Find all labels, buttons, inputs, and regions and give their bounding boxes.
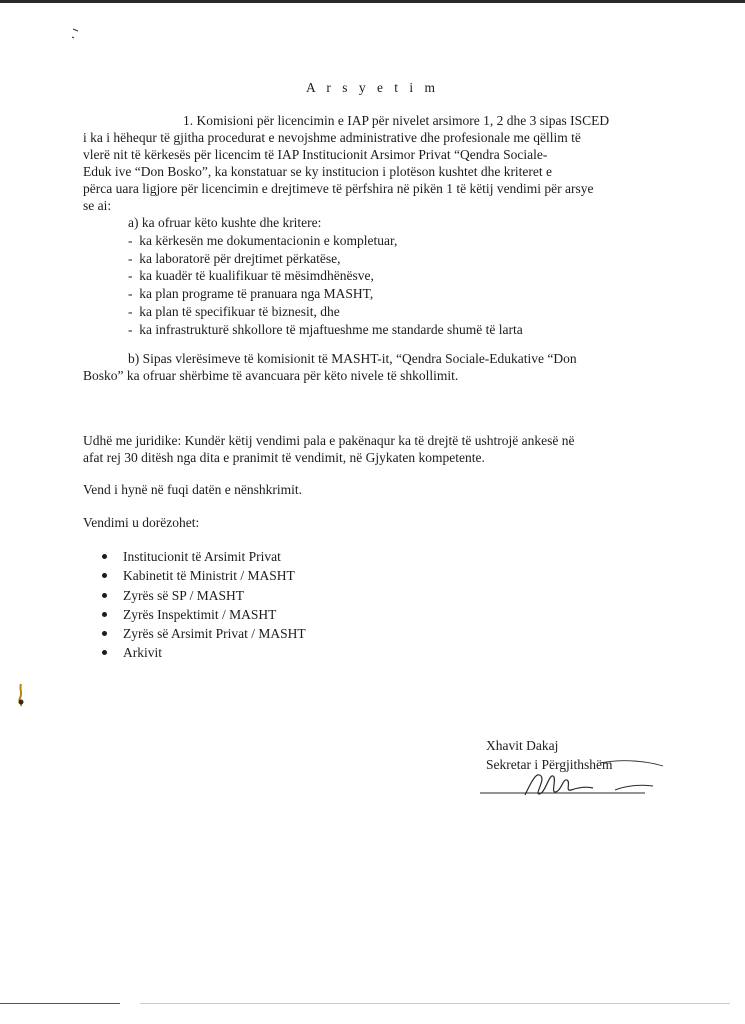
recipient-label: Institucionit të Arsimit Privat (123, 549, 281, 564)
criteria-list (128, 232, 523, 339)
signatory-role: Sekretar i Përgjithshëm (486, 757, 613, 772)
signatory-name: Xhavit Dakaj (486, 738, 559, 753)
legal-instruction (83, 432, 643, 466)
paragraph-1-line: i ka i hëhequr të gjitha procedurat e nevojshme administrative dhe profesionale me qëllim të (83, 130, 581, 145)
recipient-label: Zyrës Inspektimit / MASHT (123, 606, 277, 622)
recipient-label: Arkivit (123, 645, 162, 661)
paragraph-b-line: b) Sipas vlerësimeve të komisionit të MASHT-it, “Qendra Sociale-Edukative “Don (128, 351, 577, 366)
delivered-label: Vendimi u dorëzohet: (83, 515, 200, 530)
paragraph-1-line: përca uara ligjore për licencimin e drejtimeve të përfshira në pikën 1 të këtij vendimi për arsye (83, 181, 594, 196)
scan-speck (70, 27, 82, 41)
document-title: A r s y e t i m (305, 80, 440, 95)
paragraph-1-line: 1. Komisioni për licencimin e IAP për nivelet arsimore 1, 2 dhe 3 sipas ISCED (183, 113, 610, 128)
recipient-label: Zyrës së Arsimit Privat / MASHT (123, 626, 306, 642)
paragraph-b (83, 350, 643, 384)
criteria-block (128, 214, 523, 339)
criteria-item: - ka kuadër të kualifikuar të mësimdhënësve, (128, 267, 523, 285)
paragraph-b-line: Bosko” ka ofruar shërbime të avancuara për këto nivele të shkollimit. (83, 368, 459, 383)
criteria-item: - ka infrastrukturë shkollore të mjaftueshme me standarde shumë të larta (128, 321, 523, 339)
recipient-item (102, 643, 306, 662)
ink-stain-mark (14, 682, 28, 708)
bullet-icon (102, 554, 107, 559)
paragraph-1 (83, 112, 643, 214)
bullet-icon (102, 650, 107, 655)
legal-instruction-line: Udhë me juridike: Kundër këtij vendimi pala e pakënaqur ka të drejtë të ushtrojë ankesë në (83, 433, 575, 448)
effect-statement: Vend i hynë në fuqi datën e nënshkrimit. (83, 482, 302, 497)
recipient-label: Zyrës së SP / MASHT (123, 587, 245, 603)
bullet-icon (102, 573, 107, 578)
criteria-intro: a) ka ofruar këto kushte dhe kritere: (128, 215, 322, 230)
paragraph-1-line: vlerë nit të kërkesës për licencim të IAP Institucionit Arsimor Privat “Qendra Sociale- (83, 147, 548, 162)
paragraph-1-line: se ai: (83, 198, 112, 213)
recipient-item (102, 605, 306, 624)
scan-bottom-edge (0, 1003, 120, 1004)
bullet-icon (102, 631, 107, 636)
handwritten-signature (475, 760, 675, 820)
legal-instruction-line: afat rej 30 ditësh nga dita e pranimit të vendimit, në Gjykaten kompetente. (83, 450, 485, 465)
recipient-item (102, 547, 306, 566)
recipient-item (102, 624, 306, 643)
bullet-icon (102, 612, 107, 617)
scan-bottom-edge-faint (140, 1003, 730, 1004)
criteria-item: - ka laboratorë për drejtimet përkatëse, (128, 250, 523, 268)
paragraph-1-line: Eduk ive “Don Bosko”, ka konstatuar se ky institucion i plotëson kushtet dhe kriteret e (83, 164, 553, 179)
criteria-item: - ka kërkesën me dokumentacionin e kompletuar, (128, 232, 523, 250)
recipient-label: Kabinetit të Ministrit / MASHT (123, 568, 295, 584)
scan-top-edge (0, 0, 745, 3)
recipient-item (102, 566, 306, 585)
criteria-item: - ka plan programe të pranuara nga MASHT, (128, 285, 523, 303)
recipient-list (102, 547, 306, 663)
criteria-item: - ka plan të specifikuar të biznesit, dhe (128, 303, 523, 321)
recipient-item (102, 586, 306, 605)
bullet-icon (102, 593, 107, 598)
